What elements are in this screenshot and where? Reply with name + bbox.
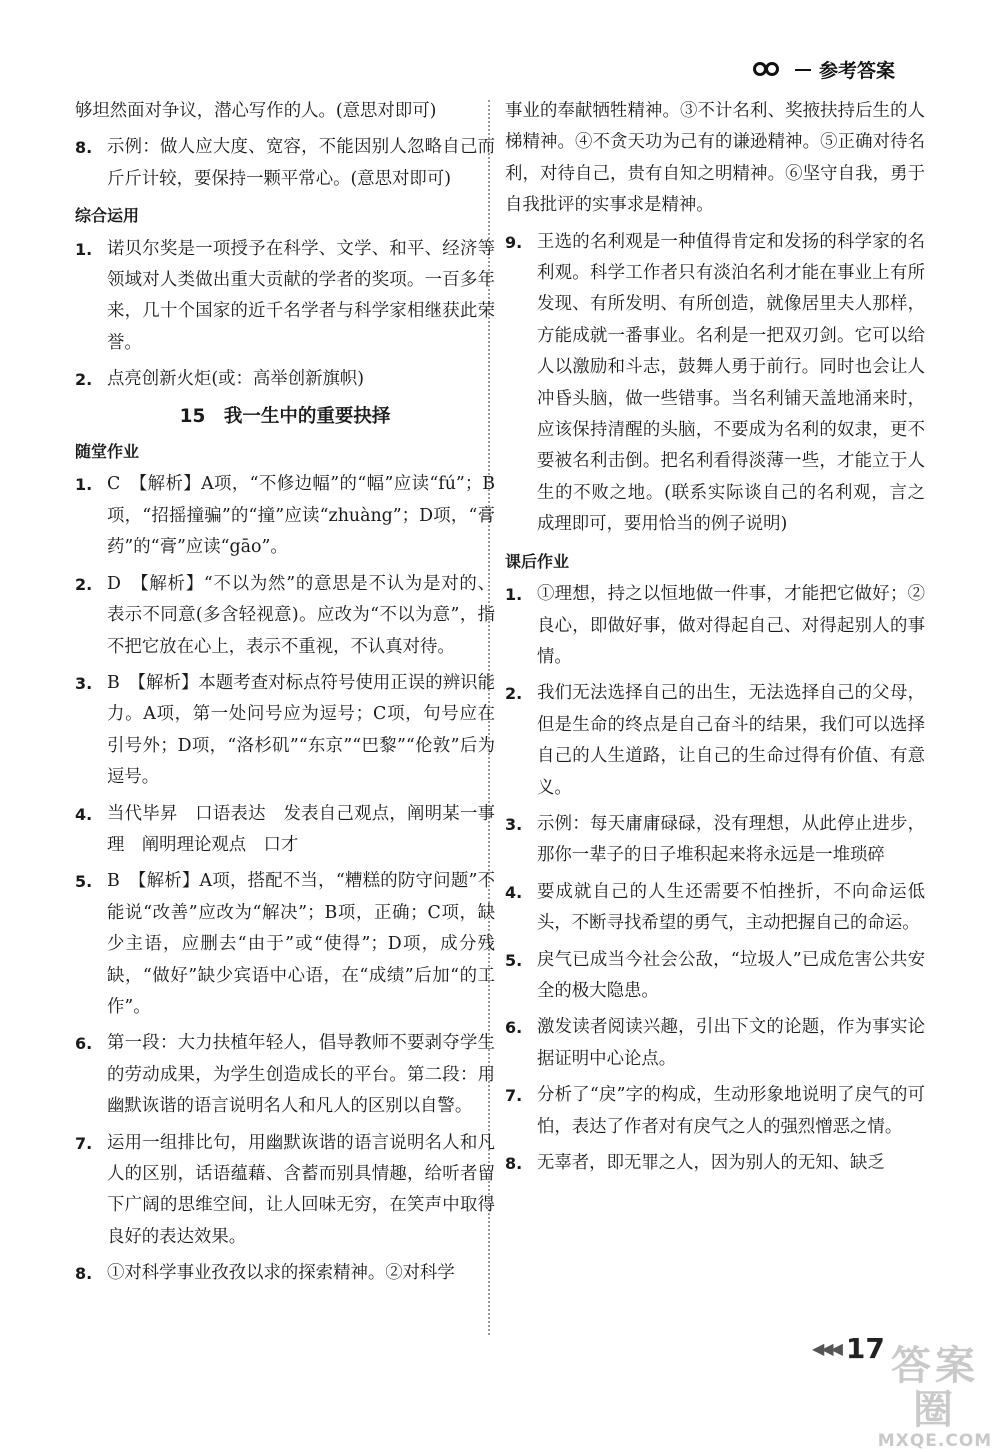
answer-item — [505, 1080, 925, 1143]
item-text: 激发读者阅读兴趣，引出下文的论题，作为事实论据证明中心论点。 — [537, 1017, 925, 1069]
section-heading-suitang: 随堂作业 — [75, 442, 140, 462]
item-text: D 【解析】“不以为然”的意思是不认为是对的、表示不同意(多含轻视意)。应改为“不以为意”，指不把它放在心上，表示不重视，不认真对待。 — [107, 573, 495, 657]
lesson-title: 15 我一生中的重要抉择 — [179, 405, 391, 427]
answer-item — [75, 364, 495, 395]
watermark-url: MXQE.COM — [877, 1431, 993, 1451]
item-number: 8. — [505, 1154, 523, 1173]
answer-item — [75, 469, 495, 563]
header-dash — [795, 69, 811, 71]
item-text: 示例：每天庸庸碌碌，没有理想，从此停止进步，那你一辈子的日子堆积起来将永远是一堆琐碎 — [537, 813, 925, 866]
item-number: 4. — [75, 804, 93, 824]
item-number: 3. — [75, 673, 93, 693]
watermark-text: 答案圈 — [891, 1343, 979, 1433]
item-number: 5. — [505, 950, 523, 970]
right-column — [505, 96, 925, 1184]
answer-item — [75, 866, 495, 1023]
answer-item — [505, 579, 925, 673]
answer-item — [505, 678, 925, 804]
answer-item — [75, 1128, 495, 1254]
answer-item — [505, 1148, 925, 1179]
item-number: 7. — [505, 1086, 523, 1106]
item-number: 8. — [75, 138, 93, 158]
item-number: 1. — [75, 239, 93, 259]
item-number: 2. — [75, 370, 93, 390]
item-number: 2. — [505, 684, 523, 704]
item-text: 诺贝尔奖是一项授予在科学、文学、和平、经济等领域对人类做出重大贡献的学者的奖项。一百多年来，几十个国家的近千名学者与科学家相继获此荣誉。 — [107, 238, 495, 353]
item-text: 示例：做人应大度、宽容，不能因别人忽略自己而斤斤计较，要保持一颗平常心。(意思对即可) — [107, 137, 495, 189]
answer-item — [505, 227, 925, 541]
answer-item — [505, 877, 925, 940]
answer-item — [75, 1028, 495, 1122]
page-header — [753, 56, 895, 83]
answer-item — [75, 569, 495, 663]
item-number: 9. — [505, 232, 523, 252]
item-text: 分析了“戾”字的构成，生动形象地说明了戾气的可怕，表达了作者对有戾气之人的强烈憎恶之情。 — [537, 1085, 925, 1137]
left-intro: 够坦然面对争议，潜心写作的人。(意思对即可) — [75, 101, 437, 121]
answer-item — [75, 132, 495, 195]
item-text: C 【解析】A项，“不修边幅”的“幅”应读“fú”；B项，“招摇撞骗”的“撞”应读“zhuàng”；D项，“膏药”的“膏”应读“gāo”。 — [107, 474, 495, 558]
answer-item — [75, 234, 495, 360]
item-text: ①对科学事业孜孜以求的探索精神。②对科学 — [107, 1263, 455, 1284]
item-number: 6. — [75, 1034, 93, 1054]
item-text: 当代毕昇 口语表达 发表自己观点，阐明某一事理 阐明理论观点 口才 — [107, 803, 495, 855]
answer-item — [75, 799, 495, 862]
item-number: 4. — [505, 882, 523, 902]
left-column — [75, 96, 495, 1295]
item-number: 5. — [75, 872, 93, 892]
item-number: 6. — [505, 1018, 523, 1038]
item-text: 运用一组排比句，用幽默诙谐的语言说明名人和凡人的区别，话语蕴藉、含蓄而别具情趣，给听者留下广阔的思维空间，让人回味无穷，在笑声中取得良好的表达效果。 — [107, 1132, 495, 1247]
item-text: B 【解析】本题考查对标点符号使用正误的辨识能力。A项，第一处问号应为逗号；C项，句号应在引号外；D项，“洛杉矶”“东京”“巴黎”“伦敦”后为逗号。 — [107, 672, 495, 788]
page-arrow-icon: ◀◀◀ — [812, 1339, 840, 1358]
book-logo-icon — [753, 60, 787, 80]
item-text: ①理想，持之以恒地做一件事，才能把它做好；②良心，即做好事，做对得起自己、对得起别人的事情。 — [537, 584, 925, 667]
section-heading-zonghe: 综合运用 — [75, 206, 140, 226]
answer-item — [505, 945, 925, 1008]
watermark-logo — [875, 1344, 995, 1451]
right-intro: 事业的奉献牺牲精神。③不计名利、奖掖扶持后生的人梯精神。④不贪天功为己有的谦逊精神。⑤正确对待名利，对待自己，贵有自知之明精神。⑥坚守自我，勇于自我批评的实事求是精神。 — [505, 101, 925, 216]
section-heading-kehou: 课后作业 — [505, 551, 570, 571]
answer-item — [505, 809, 925, 872]
item-number: 8. — [75, 1264, 93, 1284]
item-text: 无辜者，即无罪之人，因为别人的无知、缺乏 — [537, 1153, 885, 1173]
item-text: 戾气已成当今社会公敌，“垃圾人”已成危害公共安全的极大隐患。 — [537, 949, 925, 1001]
item-number: 2. — [75, 574, 93, 594]
page-number: 17 — [845, 1332, 885, 1365]
item-number: 1. — [75, 475, 93, 495]
item-text: 王选的名利观是一种值得肯定和发扬的科学家的名利观。科学工作者只有淡泊名利才能在事业上有所发现、有所发明、有所创造，就像居里夫人那样，方能成就一番事业。名利是一把双刃剑。它可以给人以激励和斗志，鼓舞人勇于前行。同时也会让人冲昏头脑，做一些错事。当名利铺天盖地涌来时，应该保持清醒的头脑，不要成为名利的奴隶，更不要被名利击倒。把名利看得淡薄一些，才能立于人生的不败之地。(联系实际谈自己的名利观，言之成理即可，要用恰当的例子说明) — [537, 231, 925, 535]
item-text: B 【解析】A项，搭配不当，“糟糕的防守问题”不能说“改善”应改为“解决”；B项，正确；C项，缺少主语，应删去“由于”或“使得”；D项，成分残缺，“做好”缺少宾语中心语，在“成绩”后加“的工作”。 — [107, 871, 495, 1017]
answer-item — [505, 1012, 925, 1075]
item-text: 点亮创新火炬(或：高举创新旗帜) — [107, 369, 365, 390]
item-text: 第一段：大力扶植年轻人，倡导教师不要剥夺学生的劳动成果，为学生创造成长的平台。第二段：用幽默诙谐的语言说明名人和凡人的区别以自警。 — [107, 1033, 495, 1117]
item-number: 1. — [505, 585, 523, 605]
answer-item — [75, 1258, 495, 1289]
header-title: 参考答案 — [818, 60, 895, 82]
item-number: 3. — [505, 814, 523, 834]
item-number: 7. — [75, 1133, 93, 1153]
answer-item — [75, 668, 495, 794]
item-text: 要成就自己的人生还需要不怕挫折，不向命运低头，不断寻找希望的勇气，主动把握自己的命运。 — [537, 881, 925, 934]
item-text: 我们无法选择自己的出生，无法选择自己的父母，但是生命的终点是自己奋斗的结果，我们可以选择自己的人生道路，让自己的生命过得有价值、有意义。 — [537, 683, 925, 798]
page-footer — [812, 1332, 885, 1365]
